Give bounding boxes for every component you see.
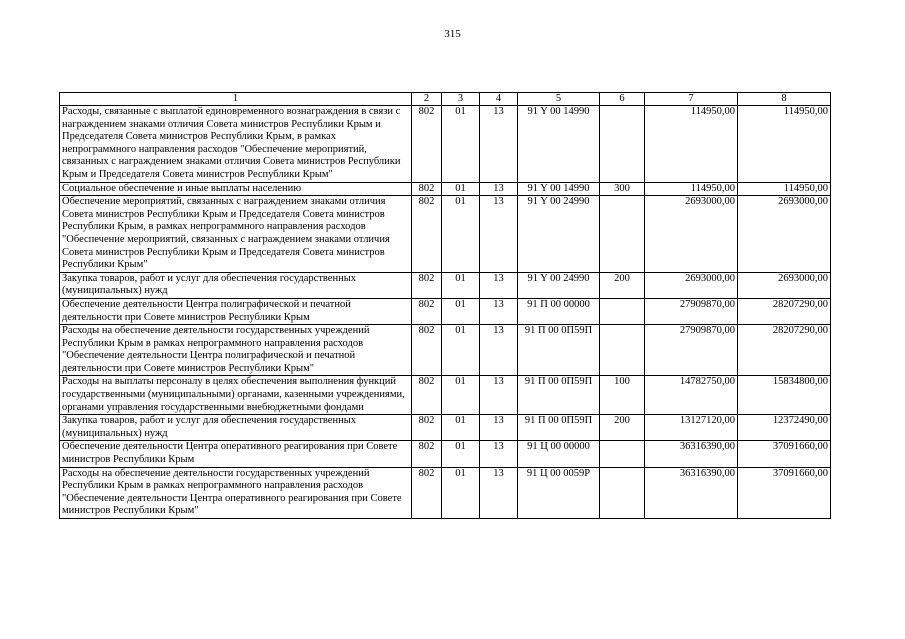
section-code: 01 <box>442 196 480 273</box>
ministry-code: 802 <box>412 325 442 376</box>
target-article-code: 91 Y 00 14990 <box>518 182 600 196</box>
target-article-code: 91 П 00 0П59П <box>518 325 600 376</box>
header-col-8: 8 <box>738 93 831 106</box>
subsection-code: 13 <box>480 298 518 324</box>
section-code: 01 <box>442 467 480 518</box>
amount-col-7: 14782750,00 <box>645 376 738 415</box>
amount-col-8: 28207290,00 <box>738 298 831 324</box>
expense-type-code <box>600 196 645 273</box>
expense-type-code <box>600 325 645 376</box>
amount-col-7: 114950,00 <box>645 106 738 183</box>
table-row <box>60 196 831 273</box>
expense-type-code: 200 <box>600 272 645 298</box>
table-header <box>60 93 831 106</box>
table-row <box>60 441 831 467</box>
amount-col-7: 27909870,00 <box>645 298 738 324</box>
subsection-code: 13 <box>480 182 518 196</box>
header-col-3: 3 <box>442 93 480 106</box>
amount-col-8: 37091660,00 <box>738 467 831 518</box>
amount-col-8: 12372490,00 <box>738 415 831 441</box>
expense-name: Закупка товаров, работ и услуг для обеспечения государственных (муниципальных) нужд <box>60 272 412 298</box>
expense-type-code: 200 <box>600 415 645 441</box>
header-col-7: 7 <box>645 93 738 106</box>
section-code: 01 <box>442 298 480 324</box>
target-article-code: 91 Y 00 24990 <box>518 272 600 298</box>
amount-col-7: 36316390,00 <box>645 441 738 467</box>
subsection-code: 13 <box>480 467 518 518</box>
ministry-code: 802 <box>412 441 442 467</box>
expense-type-code <box>600 298 645 324</box>
subsection-code: 13 <box>480 376 518 415</box>
section-code: 01 <box>442 376 480 415</box>
table-row <box>60 272 831 298</box>
header-row <box>60 93 831 106</box>
table-row <box>60 182 831 196</box>
subsection-code: 13 <box>480 196 518 273</box>
table-row <box>60 415 831 441</box>
amount-col-8: 28207290,00 <box>738 325 831 376</box>
expense-name: Обеспечение мероприятий, связанных с награждением знаками отличия Совета министров Республики Крым и Председателя Совета министров Республики Крым, в рамках непрограммного направления расходов "Обеспечение мероприятий, связанных с награждением знаками отличия Совета министров Республики Крым и Председателя Совета министров Республики Крым" <box>60 196 412 273</box>
header-col-2: 2 <box>412 93 442 106</box>
expense-name: Закупка товаров, работ и услуг для обеспечения государственных (муниципальных) нужд <box>60 415 412 441</box>
expense-type-code: 100 <box>600 376 645 415</box>
ministry-code: 802 <box>412 106 442 183</box>
expense-type-code: 300 <box>600 182 645 196</box>
ministry-code: 802 <box>412 272 442 298</box>
amount-col-8: 37091660,00 <box>738 441 831 467</box>
header-col-4: 4 <box>480 93 518 106</box>
table-body <box>60 106 831 519</box>
expense-name: Обеспечение деятельности Центра оперативного реагирования при Совете министров Республики Крым <box>60 441 412 467</box>
table-row <box>60 106 831 183</box>
section-code: 01 <box>442 325 480 376</box>
table-row <box>60 467 831 518</box>
amount-col-8: 2693000,00 <box>738 196 831 273</box>
ministry-code: 802 <box>412 196 442 273</box>
amount-col-7: 13127120,00 <box>645 415 738 441</box>
amount-col-8: 114950,00 <box>738 106 831 183</box>
target-article-code: 91 Y 00 14990 <box>518 106 600 183</box>
ministry-code: 802 <box>412 415 442 441</box>
amount-col-7: 27909870,00 <box>645 325 738 376</box>
amount-col-7: 2693000,00 <box>645 272 738 298</box>
expense-name: Расходы на обеспечение деятельности государственных учреждений Республики Крым в рамках непрограммного направления расходов "Обеспечение деятельности Центра оперативного реагирования при Совете министров Республики Крым" <box>60 467 412 518</box>
target-article-code: 91 Ц 00 0059Р <box>518 467 600 518</box>
section-code: 01 <box>442 272 480 298</box>
amount-col-8: 114950,00 <box>738 182 831 196</box>
amount-col-8: 15834800,00 <box>738 376 831 415</box>
amount-col-7: 36316390,00 <box>645 467 738 518</box>
header-col-6: 6 <box>600 93 645 106</box>
section-code: 01 <box>442 415 480 441</box>
section-code: 01 <box>442 441 480 467</box>
ministry-code: 802 <box>412 376 442 415</box>
section-code: 01 <box>442 106 480 183</box>
budget-table <box>59 92 831 519</box>
expense-type-code <box>600 441 645 467</box>
subsection-code: 13 <box>480 325 518 376</box>
subsection-code: 13 <box>480 272 518 298</box>
header-col-1: 1 <box>60 93 412 106</box>
target-article-code: 91 Ц 00 00000 <box>518 441 600 467</box>
page-number: 315 <box>444 28 461 40</box>
amount-col-7: 2693000,00 <box>645 196 738 273</box>
table-row <box>60 298 831 324</box>
subsection-code: 13 <box>480 415 518 441</box>
amount-col-8: 2693000,00 <box>738 272 831 298</box>
target-article-code: 91 П 00 0П59П <box>518 415 600 441</box>
ministry-code: 802 <box>412 298 442 324</box>
subsection-code: 13 <box>480 441 518 467</box>
ministry-code: 802 <box>412 467 442 518</box>
expense-name: Социальное обеспечение и иные выплаты населению <box>60 182 412 196</box>
target-article-code: 91 П 00 0П59П <box>518 376 600 415</box>
target-article-code: 91 П 00 00000 <box>518 298 600 324</box>
expense-name: Расходы на выплаты персоналу в целях обеспечения выполнения функций государственными (муниципальными) органами, казенными учреждениями, органами управления государственными внебюджетными фондами <box>60 376 412 415</box>
table-row <box>60 325 831 376</box>
subsection-code: 13 <box>480 106 518 183</box>
ministry-code: 802 <box>412 182 442 196</box>
target-article-code: 91 Y 00 24990 <box>518 196 600 273</box>
expense-type-code <box>600 106 645 183</box>
header-col-5: 5 <box>518 93 600 106</box>
section-code: 01 <box>442 182 480 196</box>
expense-type-code <box>600 467 645 518</box>
table-row <box>60 376 831 415</box>
expense-name: Расходы на обеспечение деятельности государственных учреждений Республики Крым в рамках непрограммного направления расходов "Обеспечение деятельности Центра полиграфической и печатной деятельности при Совете министров Республики Крым" <box>60 325 412 376</box>
amount-col-7: 114950,00 <box>645 182 738 196</box>
expense-name: Обеспечение деятельности Центра полиграфической и печатной деятельности при Совете министров Республики Крым <box>60 298 412 324</box>
expense-name: Расходы, связанные с выплатой единовременного вознаграждения в связи с награждением знаками отличия Совета министров Республики Крым и Председателя Совета министров Республики Крым, в рамках непрограммного направления расходов "Обеспечение мероприятий, связанных с награждением знаками отличия Совета министров Республики Крым и Председателя Совета министров Республики Крым" <box>60 106 412 183</box>
